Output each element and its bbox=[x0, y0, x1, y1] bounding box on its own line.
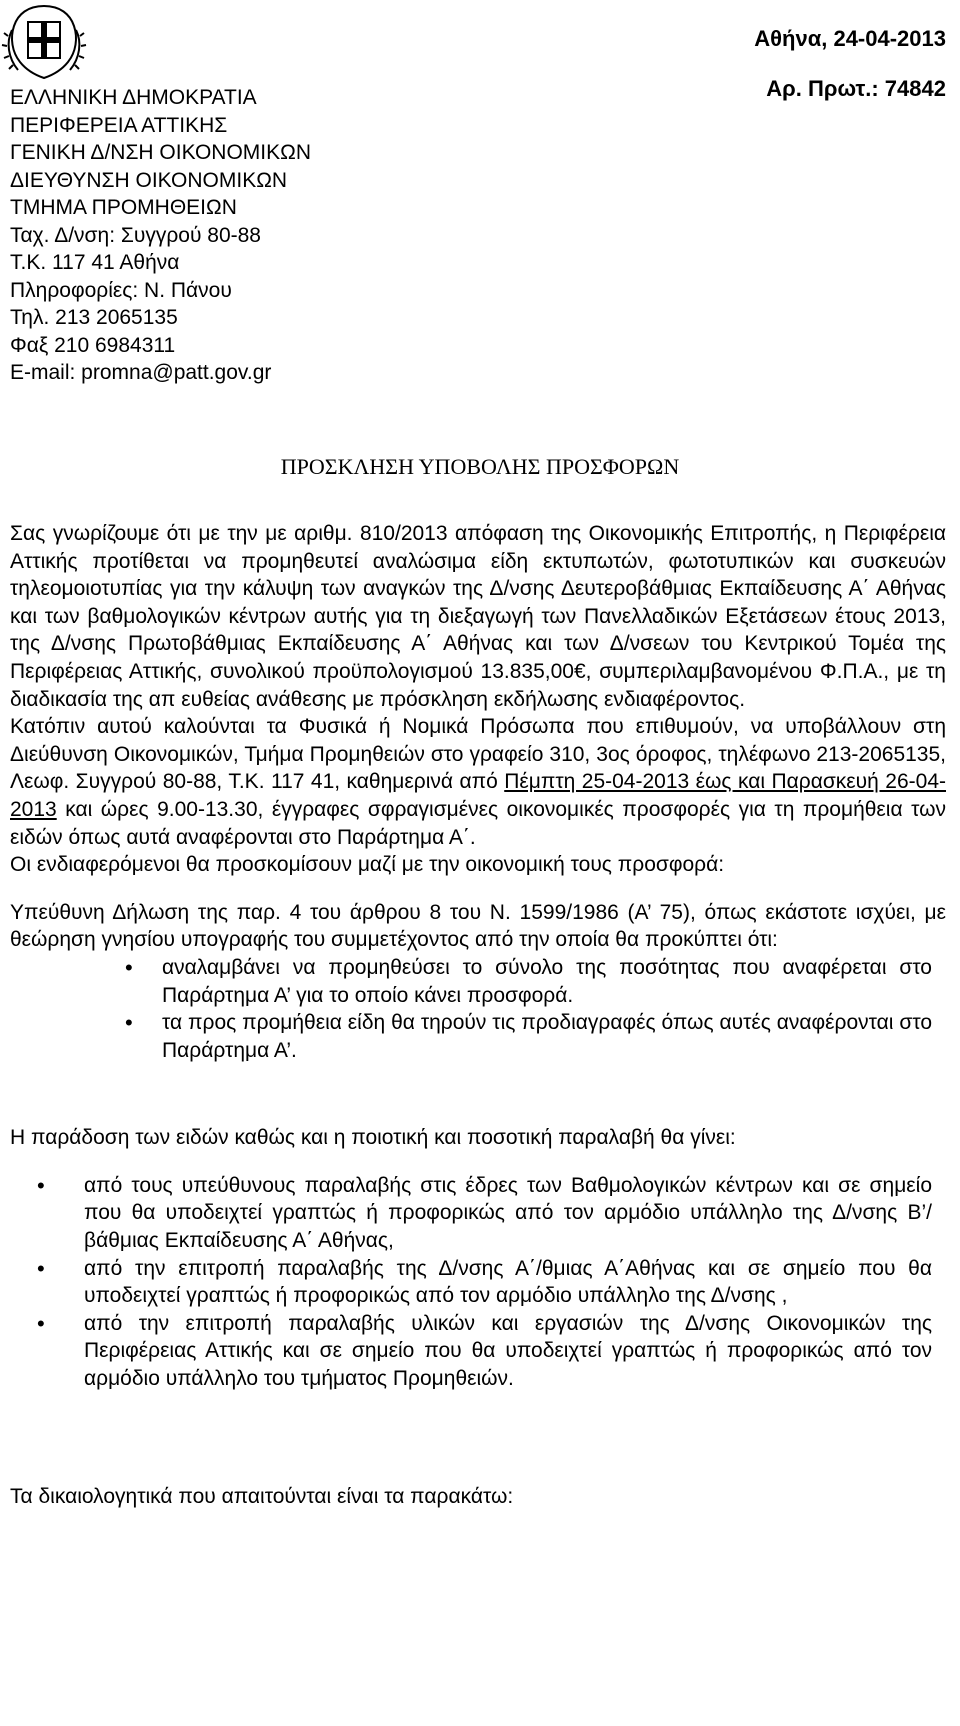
sender-phone: Τηλ. 213 2065135 bbox=[10, 306, 178, 329]
documents-required-heading: Τα δικαιολογητικά που απαιτούνται είναι τα παρακάτω: bbox=[10, 1484, 514, 1508]
invitation-paragraph bbox=[10, 713, 946, 851]
invitation-text-end: και ώρες 9.00-13.30, έγγραφες σφραγισμένες οικονομικές προσφορές για τη προμήθεια των ειδών όπως αυτά αναφέρονται στο Παράρτημα Α΄. bbox=[10, 797, 946, 849]
sender-block bbox=[10, 84, 311, 387]
document-meta bbox=[754, 26, 946, 102]
sender-country: ΕΛΛΗΝΙΚΗ ΔΗΜΟΚΡΑΤΙΑ bbox=[10, 86, 257, 109]
list-item: • από την επιτροπή παραλαβής της Δ/νσης Α΄/θμιας Α΄Αθήνας και σε σημείο που θα υποδειχτεί γραπτώς ή προφορικώς από τον αρμόδιο υπάλληλο της Δ/νσης , bbox=[10, 1255, 946, 1310]
sender-address: Ταχ. Δ/νση: Συγγρού 80-88 bbox=[10, 223, 261, 247]
document-date: Αθήνα, 24-04-2013 bbox=[754, 26, 946, 51]
intro-paragraph: Σας γνωρίζουμε ότι με την με αριθμ. 810/2013 απόφαση της Οικονομικής Επιτροπής, η Περιφέρεια Αττικής προτίθεται να προμηθευτεί αναλώσιμα είδη εκτυπωτών, φωτοτυπικών και συσκευών τηλεομοιοτυπίας για την κάλυψη των αναγκών της Δ/νσης Δευτεροβάθμιας Εκπαίδευσης Α΄ Αθήνας και των βαθμολογικών κέντρων αυτής για τη διεξαγωγή των Πανελλαδικών Εξετάσεων έτους 2013, της Δ/νσης Πρωτοβάθμιας Εκπαίδευσης Α΄ Αθήνας και των Δ/νσεων του Κεντρικού Τομέα της Περιφέρειας Αττικής, συνολικού προϋπολογισμού 13.835,00€, συμπεριλαμβανομένου Φ.Π.Α., με τη διαδικασία της απ ευθείας ανάθεσης με πρόσκληση εκδήλωσης ενδιαφέροντος. bbox=[10, 522, 946, 711]
declaration-list bbox=[10, 954, 946, 1064]
list-item: • από τους υπεύθυνους παραλαβής στις έδρες των Βαθμολογικών κέντρων και σε σημείο που θα υποδειχτεί γραπτώς ή προφορικώς από τον αρμόδιο υπάλληλο της Δ/νσης Β’/βάθμιας Εκπαίδευσης Α΄ Αθήνας, bbox=[10, 1172, 946, 1255]
delivery-intro: Η παράδοση των ειδών καθώς και η ποιοτική και ποσοτική παραλαβή θα γίνει: bbox=[10, 1126, 736, 1150]
solemn-declaration-paragraph: Υπεύθυνη Δήλωση της παρ. 4 του άρθρου 8 του Ν. 1599/1986 (Α’ 75), όπως εκάστοτε ισχύει, με θεώρηση γνησίου υπογραφής του συμμετέχοντος από την οποία θα προκύπτει ότι: bbox=[10, 900, 946, 952]
requirements-intro: Οι ενδιαφερόμενοι θα προσκομίσουν μαζί με την οικονομική τους προσφορά: bbox=[10, 853, 725, 877]
sender-region: ΠΕΡΙΦΕΡΕΙΑ ΑΤΤΙΚΗΣ bbox=[10, 113, 228, 137]
sender-postcode: Τ.Κ. 117 41 Αθήνα bbox=[10, 251, 180, 274]
delivery-list bbox=[10, 1172, 946, 1393]
list-item: • αναλαμβάνει να προμηθεύσει το σύνολο της ποσότητας που αναφέρεται στο Παράρτημα Α’ για το οποίο κάνει προσφορά. bbox=[10, 954, 946, 1009]
sender-general-directorate: ΓΕΝΙΚΗ Δ/ΝΣΗ ΟΙΚΟΝΟΜΙΚΩΝ bbox=[10, 141, 311, 164]
hellenic-republic-emblem-icon bbox=[0, 0, 88, 84]
sender-email: E-mail: promna@patt.gov.gr bbox=[10, 361, 272, 384]
document-title: ΠΡΟΣΚΛΗΣΗ ΥΠΟΒΟΛΗΣ ΠΡΟΣΦΟΡΩΝ bbox=[280, 454, 680, 479]
submission-period: Πέμπτη 25-04-2013 έως και Παρασκευή 26-04-2013 bbox=[10, 770, 946, 821]
document-body bbox=[10, 520, 946, 1510]
sender-department: ΤΜΗΜΑ ΠΡΟΜΗΘΕΙΩΝ bbox=[10, 196, 237, 219]
sender-contact-person: Πληροφορίες: Ν. Πάνου bbox=[10, 278, 232, 302]
list-item: • από την επιτροπή παραλαβής υλικών και εργασιών της Δ/νσης Οικονομικών της Περιφέρειας Αττικής και σε σημείο που θα υποδειχτεί γραπτώς ή προφορικώς από τον αρμόδιο υπάλληλο του τμήματος Προμηθειών. bbox=[10, 1310, 946, 1393]
invitation-text-start: Κατόπιν αυτού καλούνται τα Φυσικά ή Νομικά Πρόσωπα που επιθυμούν, να υποβάλλουν στη Διεύθυνση Οικονομικών, Τμήμα Προμηθειών στο γραφείο 310, 3ος όροφος, τηλέφωνο 213-2065135, Λεωφ. Συγγρού 80-88, Τ.Κ. 117 41, καθημερινά από bbox=[10, 715, 946, 794]
sender-directorate: ΔΙΕΥΘΥΝΣΗ ΟΙΚΟΝΟΜΙΚΩΝ bbox=[10, 168, 288, 192]
sender-fax: Φαξ 210 6984311 bbox=[10, 333, 176, 357]
list-item: • τα προς προμήθεια είδη θα τηρούν τις προδιαγραφές όπως αυτές αναφέρονται στο Παράρτημα Α’. bbox=[10, 1009, 946, 1064]
protocol-number: Αρ. Πρωτ.: 74842 bbox=[766, 76, 946, 101]
